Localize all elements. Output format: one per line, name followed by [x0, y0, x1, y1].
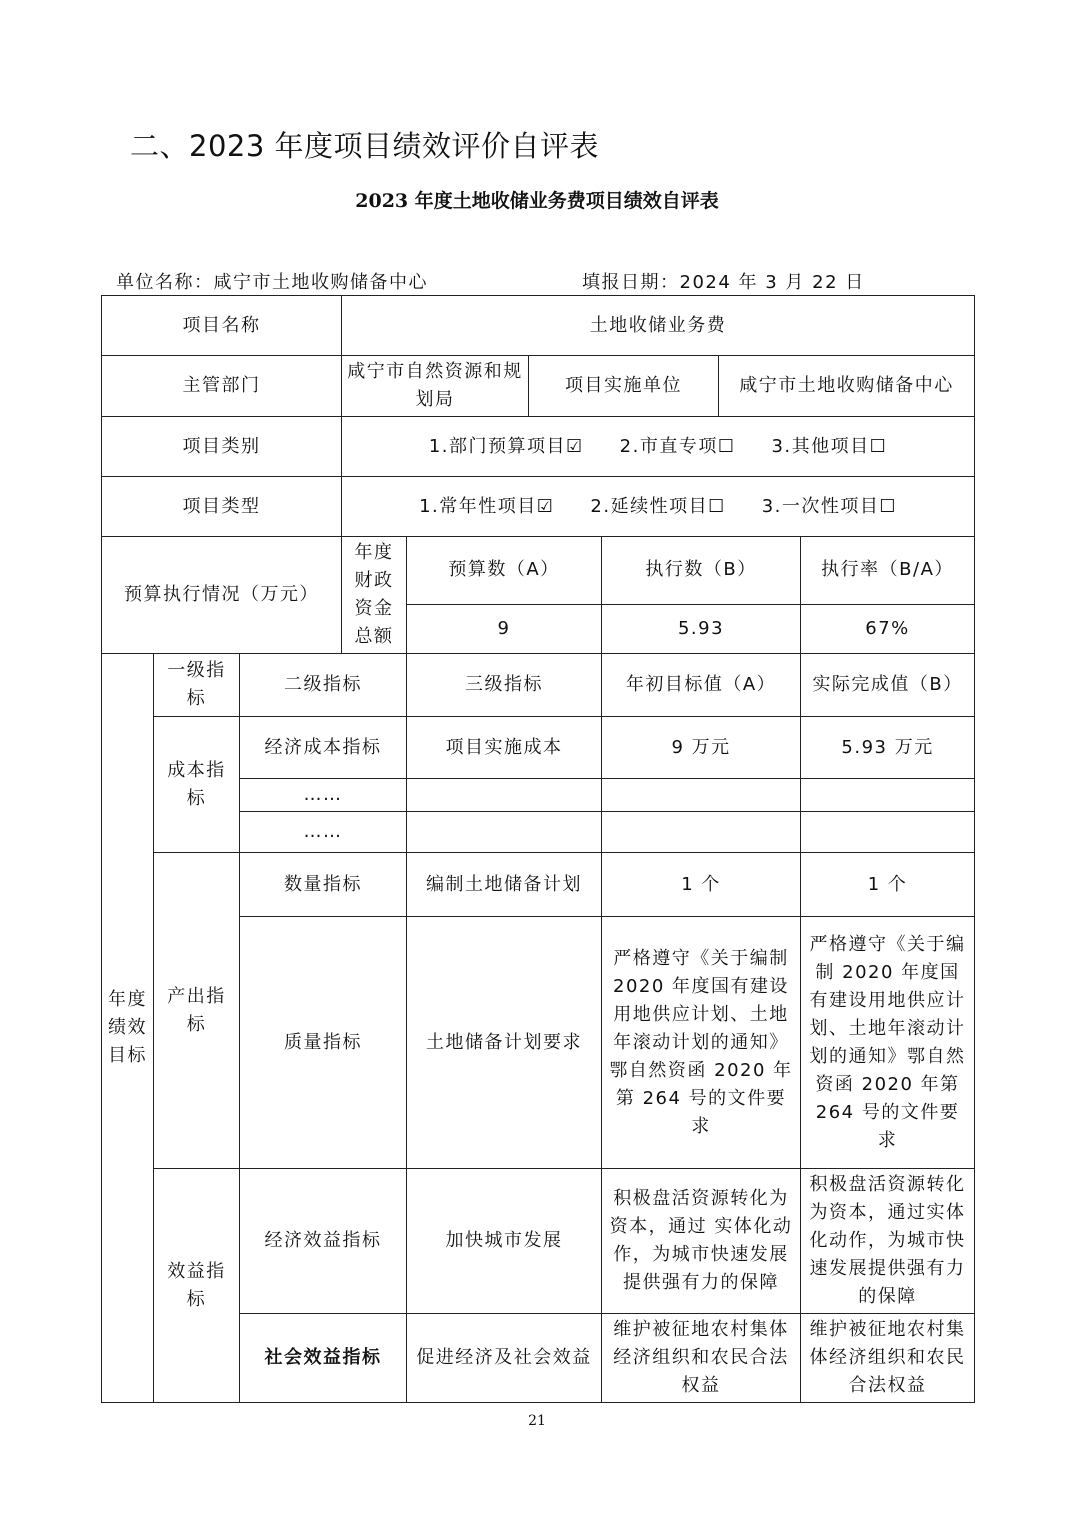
- table-cell: 社会效益指标: [240, 1314, 407, 1403]
- col-level3: 三级指标: [407, 654, 602, 717]
- table-cell: ……: [240, 812, 407, 853]
- implementer-value: 咸宁市土地收购储备中心: [719, 356, 975, 417]
- table-cell: 严格遵守《关于编制 2020 年度国有建设用地供应计划、土地年滚动计划的通知》鄂自然资函 2020 年第 264 号的文件要求: [801, 917, 975, 1169]
- rate-label: 执行率（B/A）: [801, 537, 975, 605]
- category-option-city-special: 2.市直专项☐: [619, 435, 736, 457]
- type-option-regular: 1.常年性项目☑: [419, 495, 555, 517]
- category-option-other: 3.其他项目☐: [771, 435, 888, 457]
- table-cell: [602, 812, 801, 853]
- table-cell: ……: [240, 779, 407, 812]
- exec-b-value: 5.93: [602, 604, 801, 654]
- table-cell: 5.93 万元: [801, 717, 975, 779]
- unit-name: 单位名称：咸宁市土地收购储备中心: [116, 272, 428, 293]
- col-actual: 实际完成值（B）: [801, 654, 975, 717]
- benefit-label: 效益指标: [154, 1169, 240, 1403]
- page-number: 21: [528, 1413, 546, 1429]
- table-cell: 1 个: [801, 853, 975, 917]
- table-cell: [602, 779, 801, 812]
- fill-date: 填报日期：2024 年 3 月 22 日: [582, 272, 865, 293]
- cost-label: 成本指标: [154, 717, 240, 853]
- budget-a-label: 预算数（A）: [407, 537, 602, 605]
- category-label: 项目类别: [102, 417, 342, 477]
- type-options: [342, 477, 975, 537]
- exec-b-label: 执行数（B）: [602, 537, 801, 605]
- project-name-label: 项目名称: [102, 296, 342, 356]
- output-label: 产出指标: [154, 853, 240, 1169]
- table-cell: 维护被征地农村集体经济组织和农民合法权益: [602, 1314, 801, 1403]
- table-cell: [407, 812, 602, 853]
- budget-a-value: 9: [407, 604, 602, 654]
- table-cell: 土地储备计划要求: [407, 917, 602, 1169]
- category-options: [342, 417, 975, 477]
- supervisor-value: 咸宁市自然资源和规划局: [342, 356, 529, 417]
- supervisor-label: 主管部门: [102, 356, 342, 417]
- table-cell: 积极盘活资源转化为资本，通过 实体化动作，为城市快速发展提供强有力的保障: [602, 1169, 801, 1314]
- project-name-value: 土地收储业务费: [342, 296, 975, 356]
- table-cell: 经济成本指标: [240, 717, 407, 779]
- table-cell: 项目实施成本: [407, 717, 602, 779]
- table-cell: 经济效益指标: [240, 1169, 407, 1314]
- type-label: 项目类型: [102, 477, 342, 537]
- col-level1: 一级指标: [154, 654, 240, 717]
- budget-label: 预算执行情况（万元）: [102, 537, 342, 654]
- table-cell: 1 个: [602, 853, 801, 917]
- table-cell: [801, 812, 975, 853]
- section-heading: 二、2023 年度项目绩效评价自评表: [130, 129, 600, 163]
- evaluation-table: [101, 295, 975, 1403]
- table-cell: 编制土地储备计划: [407, 853, 602, 917]
- table-cell: 积极盘活资源转化为资本，通过实体化动作，为城市快速发展提供强有力的保障: [801, 1169, 975, 1314]
- rate-value: 67%: [801, 604, 975, 654]
- implementer-label: 项目实施单位: [529, 356, 719, 417]
- fund-total-label: 年度财政资金总额: [342, 537, 407, 654]
- table-cell: 严格遵守《关于编制 2020 年度国有建设用地供应计划、土地年滚动计划的通知》鄂自然资函 2020 年第 264 号的文件要求: [602, 917, 801, 1169]
- table-cell: 促进经济及社会效益: [407, 1314, 602, 1403]
- table-cell: 维护被征地农村集体经济组织和农民合法权益: [801, 1314, 975, 1403]
- table-title: 2023 年度土地收储业务费项目绩效自评表: [355, 190, 719, 212]
- table-cell: 加快城市发展: [407, 1169, 602, 1314]
- goal-label: 年度绩效目标: [102, 654, 154, 1403]
- table-cell: 质量指标: [240, 917, 407, 1169]
- table-cell: 数量指标: [240, 853, 407, 917]
- category-option-dept-budget: 1.部门预算项目☑: [428, 435, 584, 457]
- table-cell: [407, 779, 602, 812]
- type-option-continuing: 2.延续性项目☐: [590, 495, 726, 517]
- col-level2: 二级指标: [240, 654, 407, 717]
- table-cell: [801, 779, 975, 812]
- col-target: 年初目标值（A）: [602, 654, 801, 717]
- type-option-one-time: 3.一次性项目☐: [761, 495, 898, 517]
- table-cell: 9 万元: [602, 717, 801, 779]
